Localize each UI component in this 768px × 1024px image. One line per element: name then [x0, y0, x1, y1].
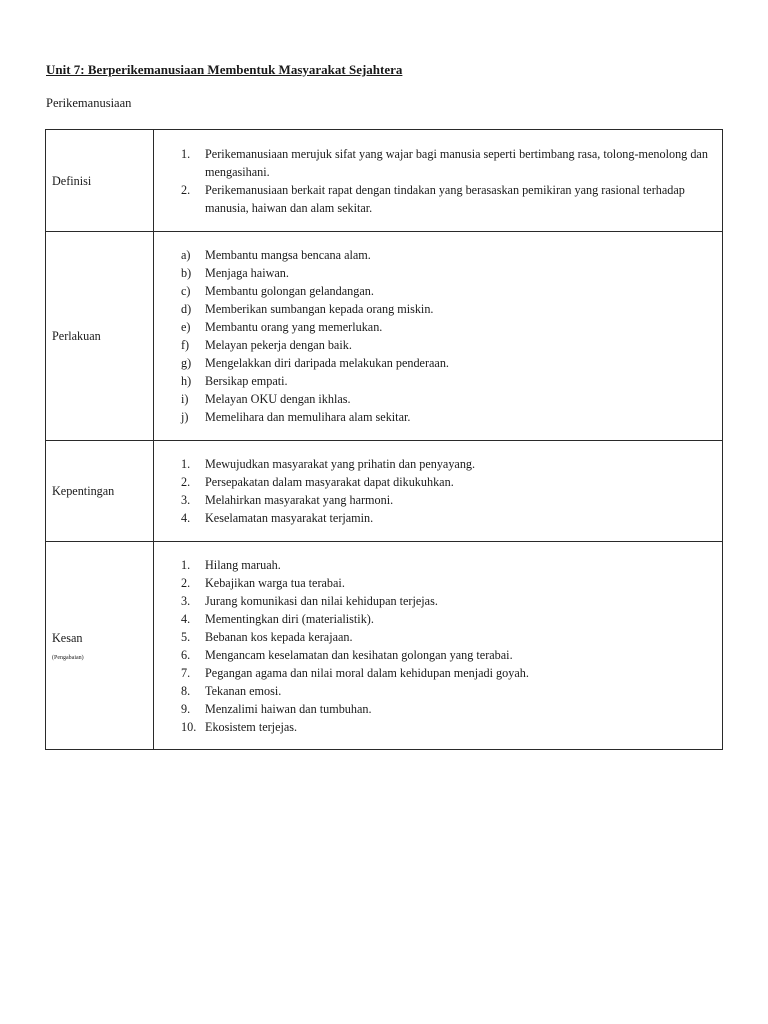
item-text: Melayan OKU dengan ikhlas. [205, 392, 351, 406]
table-row-definisi [46, 130, 723, 232]
row-label: Definisi [52, 173, 92, 188]
list-item [181, 455, 712, 473]
list-item [181, 574, 712, 592]
item-text: Pegangan agama dan nilai moral dalam kehidupan menjadi goyah. [205, 665, 529, 680]
item-list [181, 556, 712, 736]
list-item [181, 610, 712, 628]
row-label: Kesan [52, 630, 83, 645]
item-marker: d) [181, 302, 192, 316]
item-text: Menzalimi haiwan dan tumbuhan. [205, 701, 372, 716]
table-row-perlakuan [46, 232, 723, 441]
item-marker: 2. [181, 182, 191, 197]
item-marker: 2. [181, 475, 191, 489]
item-text: Bersikap empati. [205, 374, 288, 388]
item-marker: 4. [181, 511, 191, 525]
item-marker: 10. [181, 719, 197, 734]
list-item [181, 336, 712, 354]
list-item [181, 664, 712, 682]
item-marker: 3. [181, 493, 191, 507]
row-label-note: (Pengabaian) [52, 654, 84, 661]
item-marker: a) [181, 248, 191, 262]
list-item [181, 700, 712, 718]
list-item [181, 246, 712, 264]
item-text: Persepakatan dalam masyarakat dapat dikukuhkan. [205, 475, 454, 489]
item-list [181, 246, 712, 426]
item-marker: j) [181, 410, 189, 424]
list-item [181, 390, 712, 408]
item-text: Hilang maruah. [205, 557, 281, 572]
item-text: Memelihara dan memulihara alam sekitar. [205, 410, 411, 424]
item-marker: 7. [181, 665, 191, 680]
list-item [181, 181, 712, 217]
row-content-cell [154, 542, 723, 750]
item-text: Tekanan emosi. [205, 683, 282, 698]
row-label-cell [46, 542, 154, 750]
item-marker: f) [181, 338, 190, 352]
row-content-cell [154, 232, 723, 441]
item-marker: 5. [181, 629, 191, 644]
item-text: Mewujudkan masyarakat yang prihatin dan penyayang. [205, 457, 476, 471]
row-label-cell [46, 232, 154, 441]
item-marker: 8. [181, 683, 191, 698]
list-item [181, 300, 712, 318]
item-text: Membantu mangsa bencana alam. [205, 248, 371, 262]
item-marker: 4. [181, 611, 191, 626]
item-marker: g) [181, 356, 192, 370]
item-list [181, 455, 712, 527]
item-text: Perikemanusiaan berkait rapat dengan tindakan yang berasaskan pemikiran yang rasional terhadap manusia, haiwan dan alam sekitar. [205, 182, 685, 215]
item-marker: 6. [181, 647, 191, 662]
item-text: Mengelakkan diri daripada melakukan penderaan. [205, 356, 449, 370]
list-item [181, 354, 712, 372]
item-list [181, 145, 712, 217]
item-text: Ekosistem terjejas. [205, 719, 298, 734]
item-text: Membantu golongan gelandangan. [205, 284, 374, 298]
list-item [181, 556, 712, 574]
item-text: Membantu orang yang memerlukan. [205, 320, 383, 334]
item-marker: i) [181, 392, 189, 406]
item-text: Mengancam keselamatan dan kesihatan golongan yang terabai. [205, 647, 513, 662]
item-text: Keselamatan masyarakat terjamin. [205, 511, 374, 525]
item-text: Memberikan sumbangan kepada orang miskin. [205, 302, 434, 316]
item-text: Melayan pekerja dengan baik. [205, 338, 352, 352]
item-text: Jurang komunikasi dan nilai kehidupan terjejas. [205, 593, 438, 608]
table-row-kepentingan [46, 441, 723, 542]
item-text: Kebajikan warga tua terabai. [205, 575, 345, 590]
list-item [181, 145, 712, 181]
item-marker: h) [181, 374, 192, 388]
list-item [181, 372, 712, 390]
content-table [45, 129, 723, 750]
item-marker: 9. [181, 701, 191, 716]
row-content-cell [154, 441, 723, 542]
row-label: Perlakuan [52, 329, 101, 343]
item-marker: b) [181, 266, 192, 280]
list-item [181, 646, 712, 664]
item-marker: 2. [181, 575, 191, 590]
item-text: Bebanan kos kepada kerajaan. [205, 629, 353, 644]
item-marker: c) [181, 284, 191, 298]
row-content-cell [154, 130, 723, 232]
item-text: Mementingkan diri (materialistik). [205, 611, 374, 626]
section-subtitle: Perikemanusiaan [46, 96, 132, 110]
row-label-cell [46, 130, 154, 232]
table-row-kesan [46, 542, 723, 750]
list-item [181, 509, 712, 527]
list-item [181, 718, 712, 736]
list-item [181, 282, 712, 300]
item-marker: 1. [181, 457, 191, 471]
list-item [181, 473, 712, 491]
item-marker: 3. [181, 593, 191, 608]
list-item [181, 408, 712, 426]
list-item [181, 682, 712, 700]
item-marker: 1. [181, 146, 191, 161]
document-title: Unit 7: Berperikemanusiaan Membentuk Masyarakat Sejahtera [46, 62, 403, 77]
list-item [181, 318, 712, 336]
item-marker: 1. [181, 557, 191, 572]
item-text: Melahirkan masyarakat yang harmoni. [205, 493, 394, 507]
list-item [181, 628, 712, 646]
list-item [181, 491, 712, 509]
list-item [181, 264, 712, 282]
row-label-cell [46, 441, 154, 542]
item-text: Menjaga haiwan. [205, 266, 289, 280]
list-item [181, 592, 712, 610]
item-text: Perikemanusiaan merujuk sifat yang wajar bagi manusia seperti bertimbang rasa, tolong-menolong dan mengasihani. [205, 146, 708, 179]
item-marker: e) [181, 320, 191, 334]
row-label: Kepentingan [52, 484, 115, 498]
